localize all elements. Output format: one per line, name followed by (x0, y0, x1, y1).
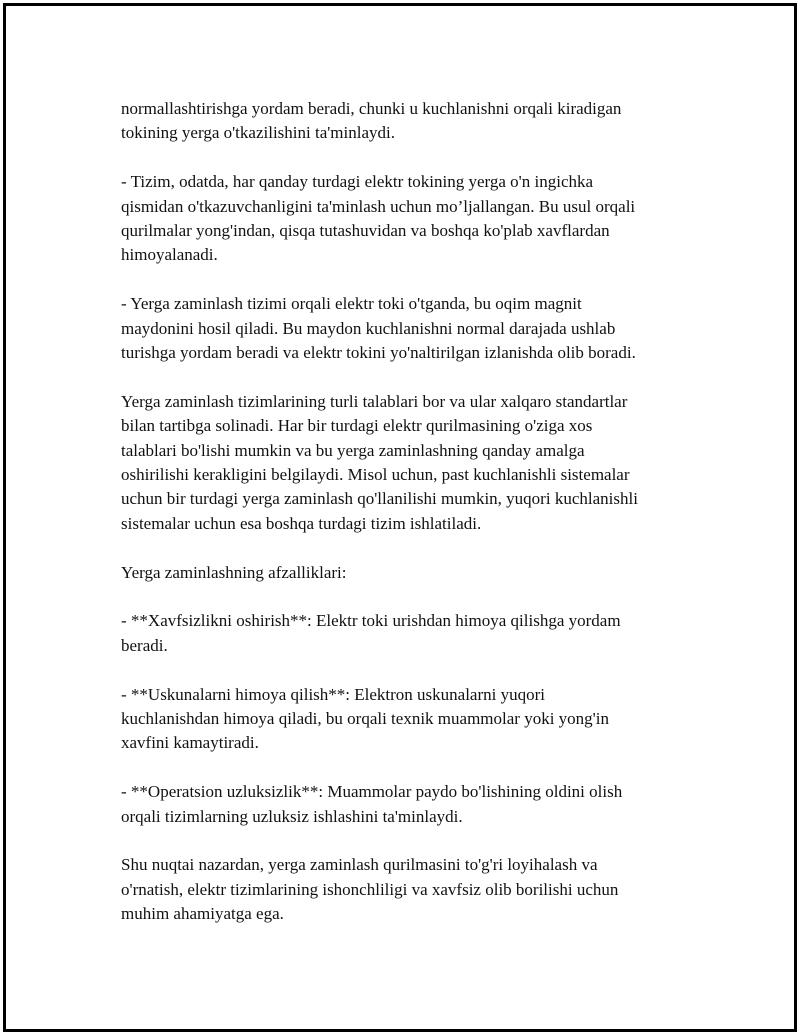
text-line: - **Operatsion uzluksizlik**: Muammolar paydo bo'lishining oldini olish (121, 782, 623, 802)
text-line: bilan tartibga solinadi. Har bir turdagi elektr qurilmasining o'ziga xos (121, 416, 593, 436)
paragraph-standards (121, 390, 701, 536)
text-line: - **Xavfsizlikni oshirish**: Elektr toki urishdan himoya qilishga yordam (121, 611, 621, 631)
paragraph-bullet-system (121, 170, 701, 268)
text-line: turishga yordam beradi va elektr tokini yo'naltirilgan izlanishda olib boradi. (121, 343, 636, 363)
text-line: - **Uskunalarni himoya qilish**: Elektron uskunalarni yuqori (121, 684, 545, 704)
text-line: oshirilishi kerakligini belgilaydi. Misol uchun, past kuchlanishli sistemalar (121, 465, 630, 485)
text-line: xavfini kamaytiradi. (121, 733, 259, 753)
text-line: himoyalanadi. (121, 245, 218, 265)
paragraph-bullet-equipment (121, 683, 701, 756)
paragraph-bullet-magnetic-field (121, 292, 701, 365)
text-line: o'rnatish, elektr tizimlarining ishonchliligi va xavfsiz olib borilishi uchun (121, 879, 619, 899)
text-line: normallashtirishga yordam beradi, chunki u kuchlanishni orqali kiradigan (121, 99, 622, 118)
paragraph-bullet-safety (121, 609, 701, 658)
text-line: - Tizim, odatda, har qanday turdagi elektr tokining yerga o'n ingichka (121, 172, 594, 192)
text-line: tokining yerga o'tkazilishini ta'minlaydi. (121, 123, 395, 143)
text-line: talablari bo'lishi mumkin va bu yerga zaminlashning qanday amalga (121, 440, 585, 460)
paragraph-conclusion (121, 853, 701, 926)
text-line: beradi. (121, 635, 168, 655)
text-line: muhim ahamiyatga ega. (121, 904, 284, 924)
text-line: - Yerga zaminlash tizimi orqali elektr toki o'tganda, bu oqim magnit (121, 294, 582, 314)
text-line: Shu nuqtai nazardan, yerga zaminlash qurilmasini to'g'ri loyihalash va (121, 855, 598, 875)
text-line: uchun bir turdagi yerga zaminlash qo'llanilishi mumkin, yuqori kuchlanishli (121, 489, 638, 509)
text-line: kuchlanishdan himoya qiladi, bu orqali texnik muammolar yoki yong'in (121, 709, 609, 729)
paragraph-intro-continuation (121, 97, 701, 146)
text-line: Yerga zaminlash tizimlarining turli talablari bor va ular xalqaro standartlar (121, 391, 628, 411)
text-line: maydonini hosil qiladi. Bu maydon kuchlanishni normal darajada ushlab (121, 318, 616, 338)
text-line: qurilmalar yong'indan, qisqa tutashuvidan va boshqa ko'plab xavflardan (121, 221, 610, 241)
paragraph-bullet-continuity (121, 780, 701, 829)
text-line: Yerga zaminlashning afzalliklari: (121, 562, 347, 582)
text-line: orqali tizimlarning uzluksiz ishlashini ta'minlaydi. (121, 806, 463, 826)
text-line: qismidan o'tkazuvchanligini ta'minlash uchun mo’ljallangan. Bu usul orqali (121, 196, 636, 216)
document-body (121, 97, 701, 951)
paragraph-advantages-heading (121, 561, 701, 585)
page-frame (3, 3, 797, 1032)
text-line: sistemalar uchun esa boshqa turdagi tizim ishlatiladi. (121, 513, 482, 533)
